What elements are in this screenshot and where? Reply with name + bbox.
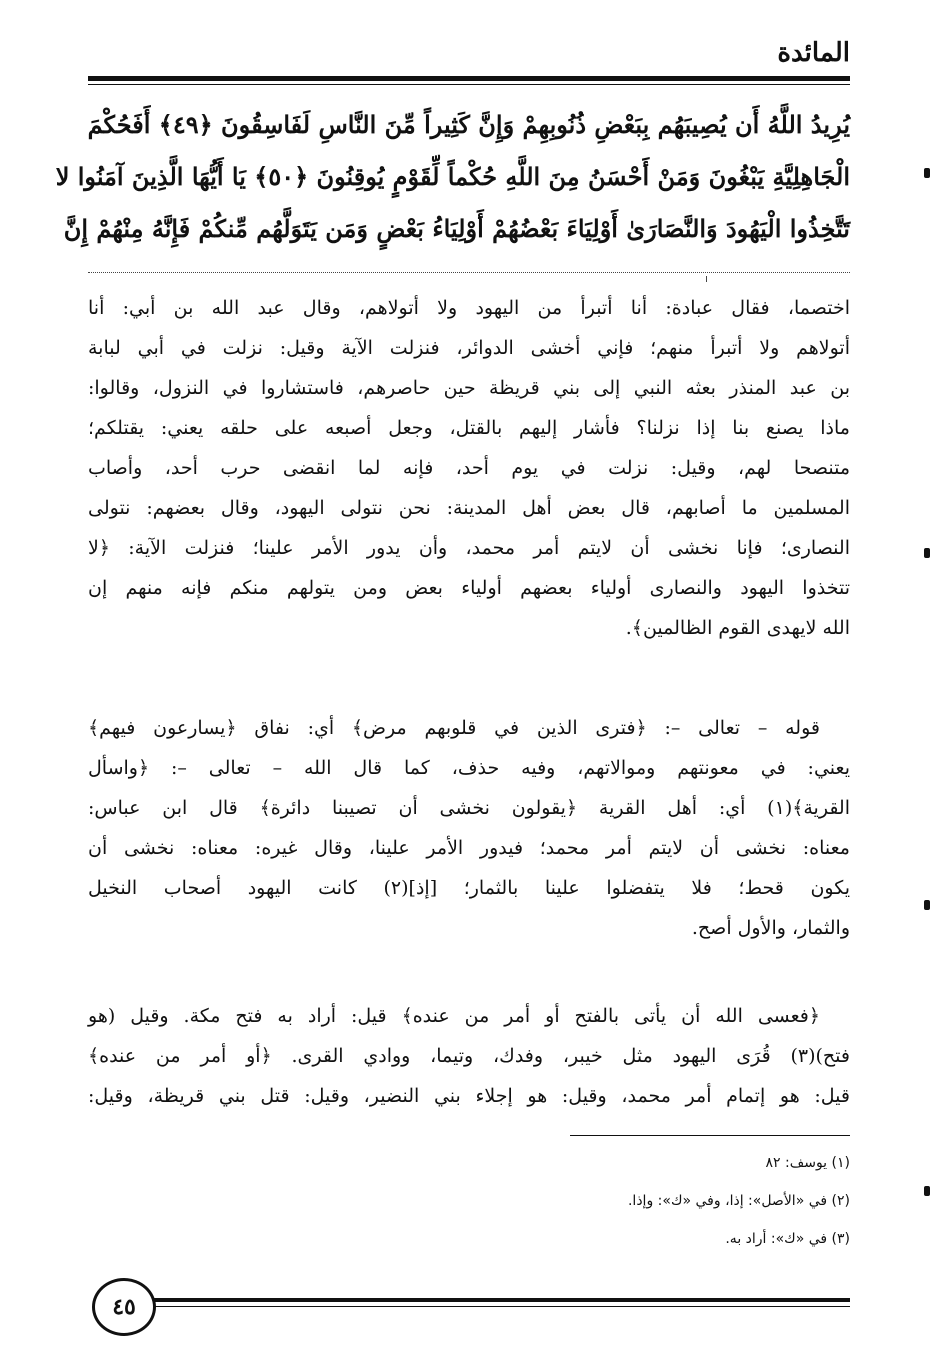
header-rule-thin — [88, 84, 850, 85]
surah-header-title: المائدة — [777, 38, 850, 68]
footnote: (١) يوسف: ٨٢ — [765, 1155, 850, 1171]
footer-rule — [150, 1298, 850, 1302]
commentary-line: قوله – تعالى –: ﴿فترى الذين في قلوبهم مرض﴾ أي: نفاق ﴿يسارعون فيهم﴾ — [88, 717, 820, 739]
commentary-line: قيل: هو إتمام أمر محمد، وقيل: هو إجلاء بني النضير، وقيل: قتل بني قريظة، وقيل: — [88, 1085, 850, 1107]
commentary-line: متنصحا لهم، وقيل: نزلت في يوم أحد، فإنه لما انقضى حرب أحد، وأصاب — [88, 457, 850, 479]
commentary-line: القرية﴾(١) أي: أهل القرية ﴿يقولون نخشى أن تصيبنا دائرة﴾ قال ابن عباس: — [88, 797, 850, 819]
commentary-paragraph-3 — [88, 996, 850, 1120]
quran-verses-block — [55, 100, 850, 272]
commentary-line: أتولاهم ولا أتبرأ منهم؛ فإني أخشى الدوائر، فنزلت الآية وقيل: نزلت في أبي لبابة — [88, 337, 850, 359]
commentary-line: فتح)(٣) قُرَى اليهود مثل خيبر، وفدك، وتيما، ووادي القرى. ﴿أو أمر من عنده﴾ — [88, 1045, 850, 1067]
margin-mark — [924, 900, 930, 910]
commentary-line: اختصما، فقال عبادة: أنا أتبرأ من اليهود ولا أتولاهم، وقال عبد الله بن أبي: أنا — [88, 297, 850, 319]
footnote: (٢) في «الأصل»: إذا، وفي «ك»: وإذا. — [627, 1193, 850, 1209]
page-number-badge: ٤٥ — [92, 1278, 156, 1336]
margin-mark — [924, 168, 930, 178]
commentary-line: ماذا يصنع بنا إذا نزلنا؟ فأشار إليهم بالقتل، وجعل أصبعه على حلقه يعني: يقتلكم؛ — [88, 417, 850, 439]
margin-mark — [924, 1186, 930, 1196]
commentary-line: المسلمين ما أصابهم، قال بعض أهل المدينة: نحن نتولى اليهود، وقال بعضهم: نتولى — [88, 497, 850, 519]
commentary-line: الله لايهدى القوم الظالمين﴾. — [625, 617, 850, 639]
footer-rule-thin — [150, 1306, 850, 1307]
commentary-line: النصارى؛ فإنا نخشى أن لايتم أمر محمد، وأن يدور الأمر علينا؛ فنزلت الآية: ﴿لا — [88, 537, 850, 559]
separator-tick — [706, 276, 707, 282]
commentary-paragraph-2 — [88, 708, 850, 948]
quran-line: الْجَاهِلِيَّةِ يَبْغُونَ وَمَنْ أَحْسَنُ مِنَ اللَّهِ حُكْماً لِّقَوْمٍ يُوقِنُونَ ﴿٥٠﴾ يَا أَيُّهَا الَّذِينَ آمَنُوا لا — [55, 162, 850, 191]
commentary-line: والثمار، والأول أصح. — [691, 917, 850, 939]
commentary-line: معناه: نخشى أن لايتم أمر محمد؛ فيدور الأمر علينا، وقال غيره: معناه: نخشى أن — [88, 837, 850, 859]
footnote: (٣) في «ك»: أراد به. — [725, 1231, 850, 1247]
quran-line: يُرِيدُ اللَّهُ أَن يُصِيبَهُم بِبَعْضِ ذُنُوبِهِمْ وَإِنَّ كَثِيراً مِّنَ النَّاسِ لَفَاسِقُونَ ﴿٤٩﴾ أَفَحُكْمَ — [87, 110, 850, 139]
commentary-line: يكون قحط؛ فلا يتفضلوا علينا بالثمار؛ [إذ](٢) كانت اليهود أصحاب النخيل — [88, 877, 850, 899]
header-rule — [88, 76, 850, 81]
footnote-separator-rule — [570, 1135, 850, 1136]
commentary-paragraph-1 — [88, 288, 850, 648]
verse-separator-dotted-rule — [88, 272, 850, 273]
commentary-line: ﴿فعسى الله أن يأتى بالفتح أو أمر من عنده﴾ قيل: أراد به فتح مكة. وقيل (هو — [88, 1005, 820, 1027]
commentary-line: بن عبد المنذر بعثه النبي إلى بني قريظة حين حاصرهم، فاستشاروا في النزول، وقالوا: — [88, 377, 850, 399]
quran-line: تَتَّخِذُوا الْيَهُودَ وَالنَّصَارَىٰ أَوْلِيَاءَ بَعْضُهُمْ أَوْلِيَاءُ بَعْضٍ وَمَن يَتَوَلَّهُم مِّنكُمْ فَإِنَّهُ مِنْهُمْ إِنَّ — [63, 214, 850, 243]
margin-mark — [924, 548, 930, 558]
commentary-line: تتخذوا اليهود والنصارى أولياء بعضهم أولياء بعض ومن يتولهم منكم فإنه منهم إن — [88, 577, 850, 599]
commentary-line: يعني: في معونتهم وموالاتهم، وفيه حذف، كما قال الله – تعالى –: ﴿واسأل — [88, 757, 850, 779]
